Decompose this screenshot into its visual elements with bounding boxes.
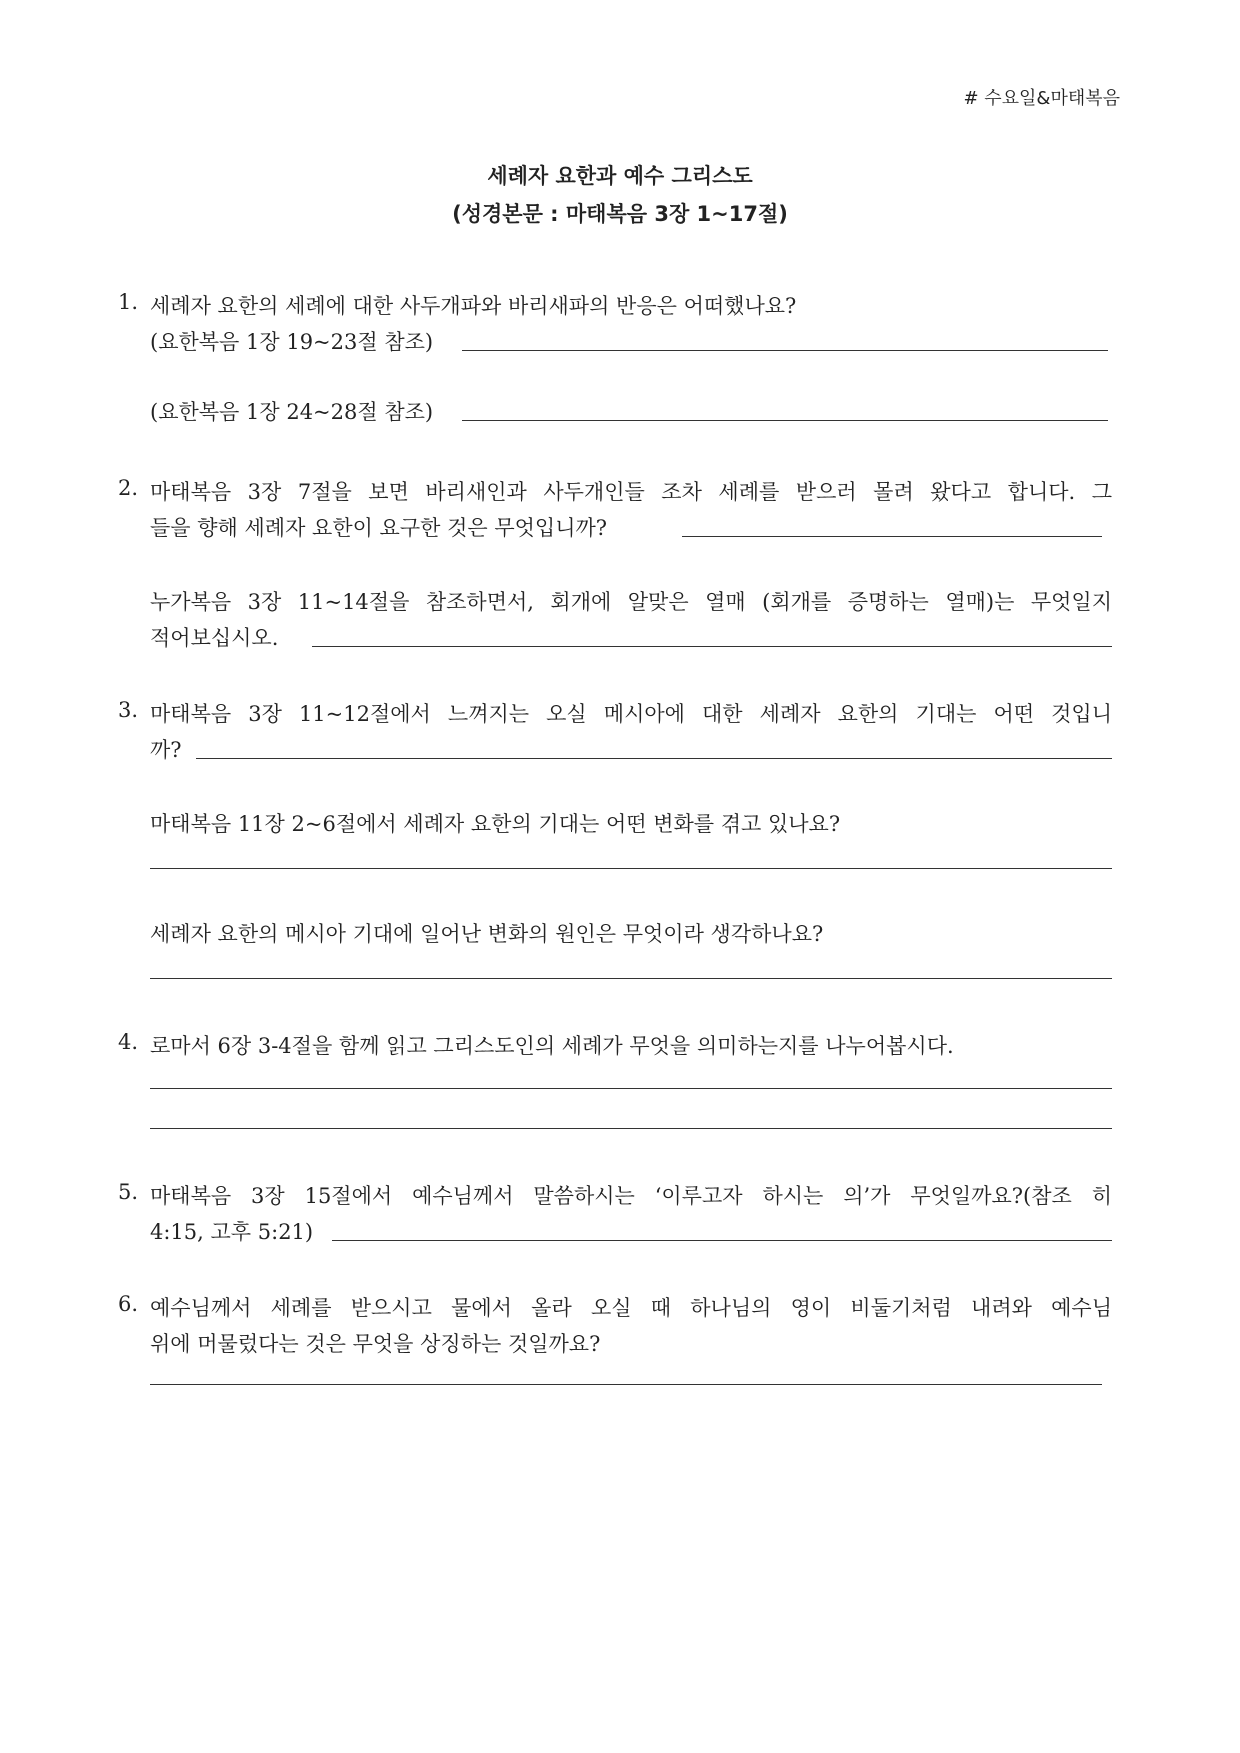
answer-line-2b[interactable] (312, 646, 1112, 647)
answer-line-2a[interactable] (682, 536, 1102, 537)
question-3-sub-2: 세례자 요한의 메시아 기대에 일어난 변화의 원인은 무엇이라 생각하나요? (150, 922, 824, 946)
question-2-number: 2. (118, 476, 139, 500)
question-1-number: 1. (118, 290, 139, 314)
question-6-line-1: 예수님께서 세례를 받으시고 물에서 올라 오실 때 하나님의 영이 비둘기처럼 내려와 예수님 (150, 1296, 1112, 1320)
question-5-line-1: 마태복음 3장 15절에서 예수님께서 말씀하시는 ‘이루고자 하시는 의’가 무엇일까요?(참조 히 (150, 1184, 1112, 1208)
answer-line-3c[interactable] (150, 978, 1112, 979)
question-1-ref-1: (요한복음 1장 19~23절 참조) (150, 330, 434, 354)
question-1-ref-2: (요한복음 1장 24~28절 참조) (150, 400, 434, 424)
question-3-sub-1: 마태복음 11장 2~6절에서 세례자 요한의 기대는 어떤 변화를 겪고 있나요? (150, 812, 841, 836)
header-tag: # 수요일&마태복음 (963, 88, 1120, 109)
question-4-text: 로마서 6장 3-4절을 함께 읽고 그리스도인의 세례가 무엇을 의미하는지를 나누어봅시다. (150, 1034, 954, 1058)
answer-line-3a[interactable] (196, 758, 1112, 759)
question-2-sub-line-1: 누가복음 3장 11~14절을 참조하면서, 회개에 알맞은 열매 (회개를 증명하는 열매)는 무엇일지 (150, 590, 1112, 614)
answer-line-3b[interactable] (150, 868, 1112, 869)
question-2-sub-line-2: 적어보십시오. (150, 626, 279, 650)
question-1-text: 세례자 요한의 세례에 대한 사두개파와 바리새파의 반응은 어떠했나요? (150, 294, 797, 318)
answer-line-5[interactable] (332, 1240, 1112, 1241)
question-2-line-1: 마태복음 3장 7절을 보면 바리새인과 사두개인들 조차 세례를 받으러 몰려 왔다고 합니다. 그 (150, 480, 1112, 504)
question-3-line-2: 까? (150, 738, 182, 762)
question-2-line-2: 들을 향해 세례자 요한이 요구한 것은 무엇입니까? (150, 516, 608, 540)
answer-line-1b[interactable] (462, 420, 1108, 421)
answer-line-4a[interactable] (150, 1088, 1112, 1089)
question-3-line-1: 마태복음 3장 11~12절에서 느껴지는 오실 메시아에 대한 세례자 요한의 기대는 어떤 것입니 (150, 702, 1112, 726)
question-6-line-2: 위에 머물렀다는 것은 무엇을 상징하는 것일까요? (150, 1332, 601, 1356)
question-5-line-2: 4:15, 고후 5:21) (150, 1220, 314, 1244)
answer-line-1a[interactable] (462, 350, 1108, 351)
question-3-number: 3. (118, 698, 139, 722)
question-4-number: 4. (118, 1030, 139, 1054)
scripture-reference: (성경본문 : 마태복음 3장 1~17절) (452, 202, 788, 226)
question-6-number: 6. (118, 1292, 139, 1316)
page-title: 세례자 요한과 예수 그리스도 (487, 164, 753, 188)
question-5-number: 5. (118, 1180, 139, 1204)
answer-line-6[interactable] (150, 1384, 1102, 1385)
answer-line-4b[interactable] (150, 1128, 1112, 1129)
